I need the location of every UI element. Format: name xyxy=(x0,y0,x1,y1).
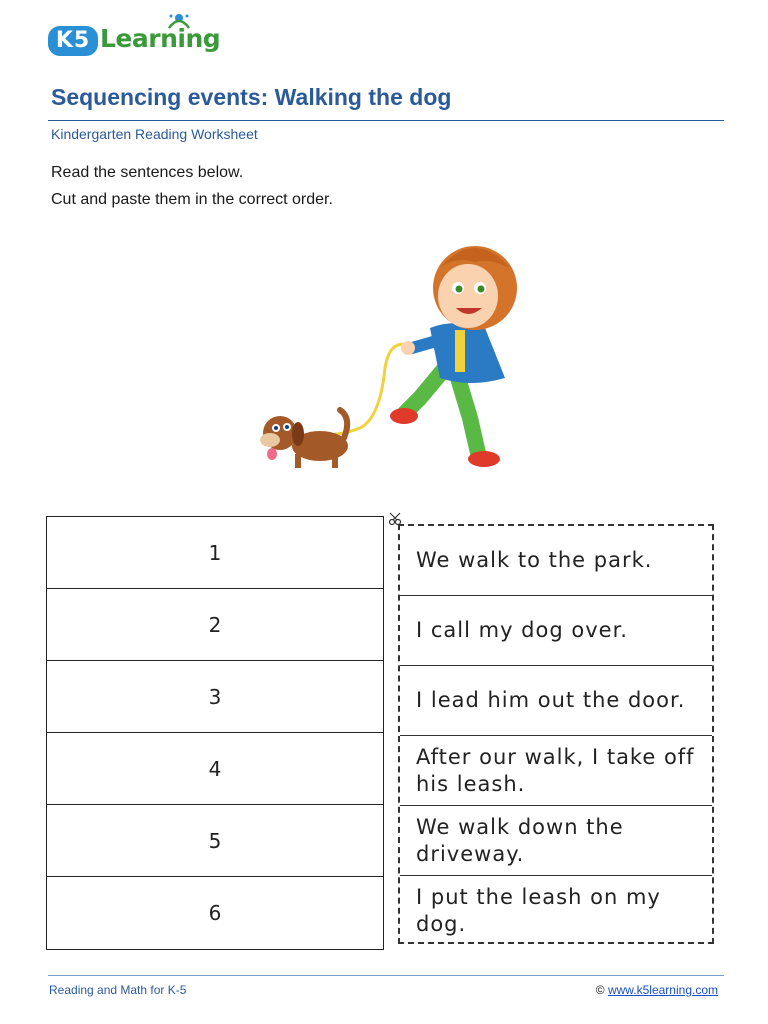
footer-tagline: Reading and Math for K-5 xyxy=(49,983,187,997)
number-cell: 4 xyxy=(47,733,383,805)
sentence-strip: I call my dog over. xyxy=(400,596,712,666)
logo-k5-badge: K5 xyxy=(48,26,98,56)
footer-divider xyxy=(48,975,724,976)
logo-star-icon xyxy=(166,12,192,32)
copyright-symbol: © xyxy=(595,983,605,997)
page-title: Sequencing events: Walking the dog xyxy=(51,84,452,110)
sentence-strip: We walk to the park. xyxy=(400,526,712,596)
sentence-strip: We walk down the driveway. xyxy=(400,806,712,876)
girl-walking-dog-illustration xyxy=(240,228,540,478)
number-cell: 3 xyxy=(47,661,383,733)
header-divider xyxy=(48,120,724,121)
number-column xyxy=(46,516,384,950)
instruction-line-2: Cut and paste them in the correct order. xyxy=(51,191,333,208)
number-cell: 1 xyxy=(47,517,383,589)
footer-website-link[interactable]: www.k5learning.com xyxy=(607,983,718,997)
cut-out-sentences xyxy=(398,524,714,944)
sentence-strip: After our walk, I take off his leash. xyxy=(400,736,712,806)
footer-copyright xyxy=(596,983,718,997)
sentence-strip: I lead him out the door. xyxy=(400,666,712,736)
worksheet-subtitle: Kindergarten Reading Worksheet xyxy=(51,126,258,142)
k5-learning-logo xyxy=(48,16,221,60)
instruction-line-1: Read the sentences below. xyxy=(51,164,244,181)
number-cell: 6 xyxy=(208,901,222,925)
number-cell: 5 xyxy=(47,805,383,877)
number-cell: 2 xyxy=(47,589,383,661)
sentence-strip: I put the leash on my dog. xyxy=(416,885,661,936)
logo-wordmark: Learning xyxy=(100,24,221,53)
